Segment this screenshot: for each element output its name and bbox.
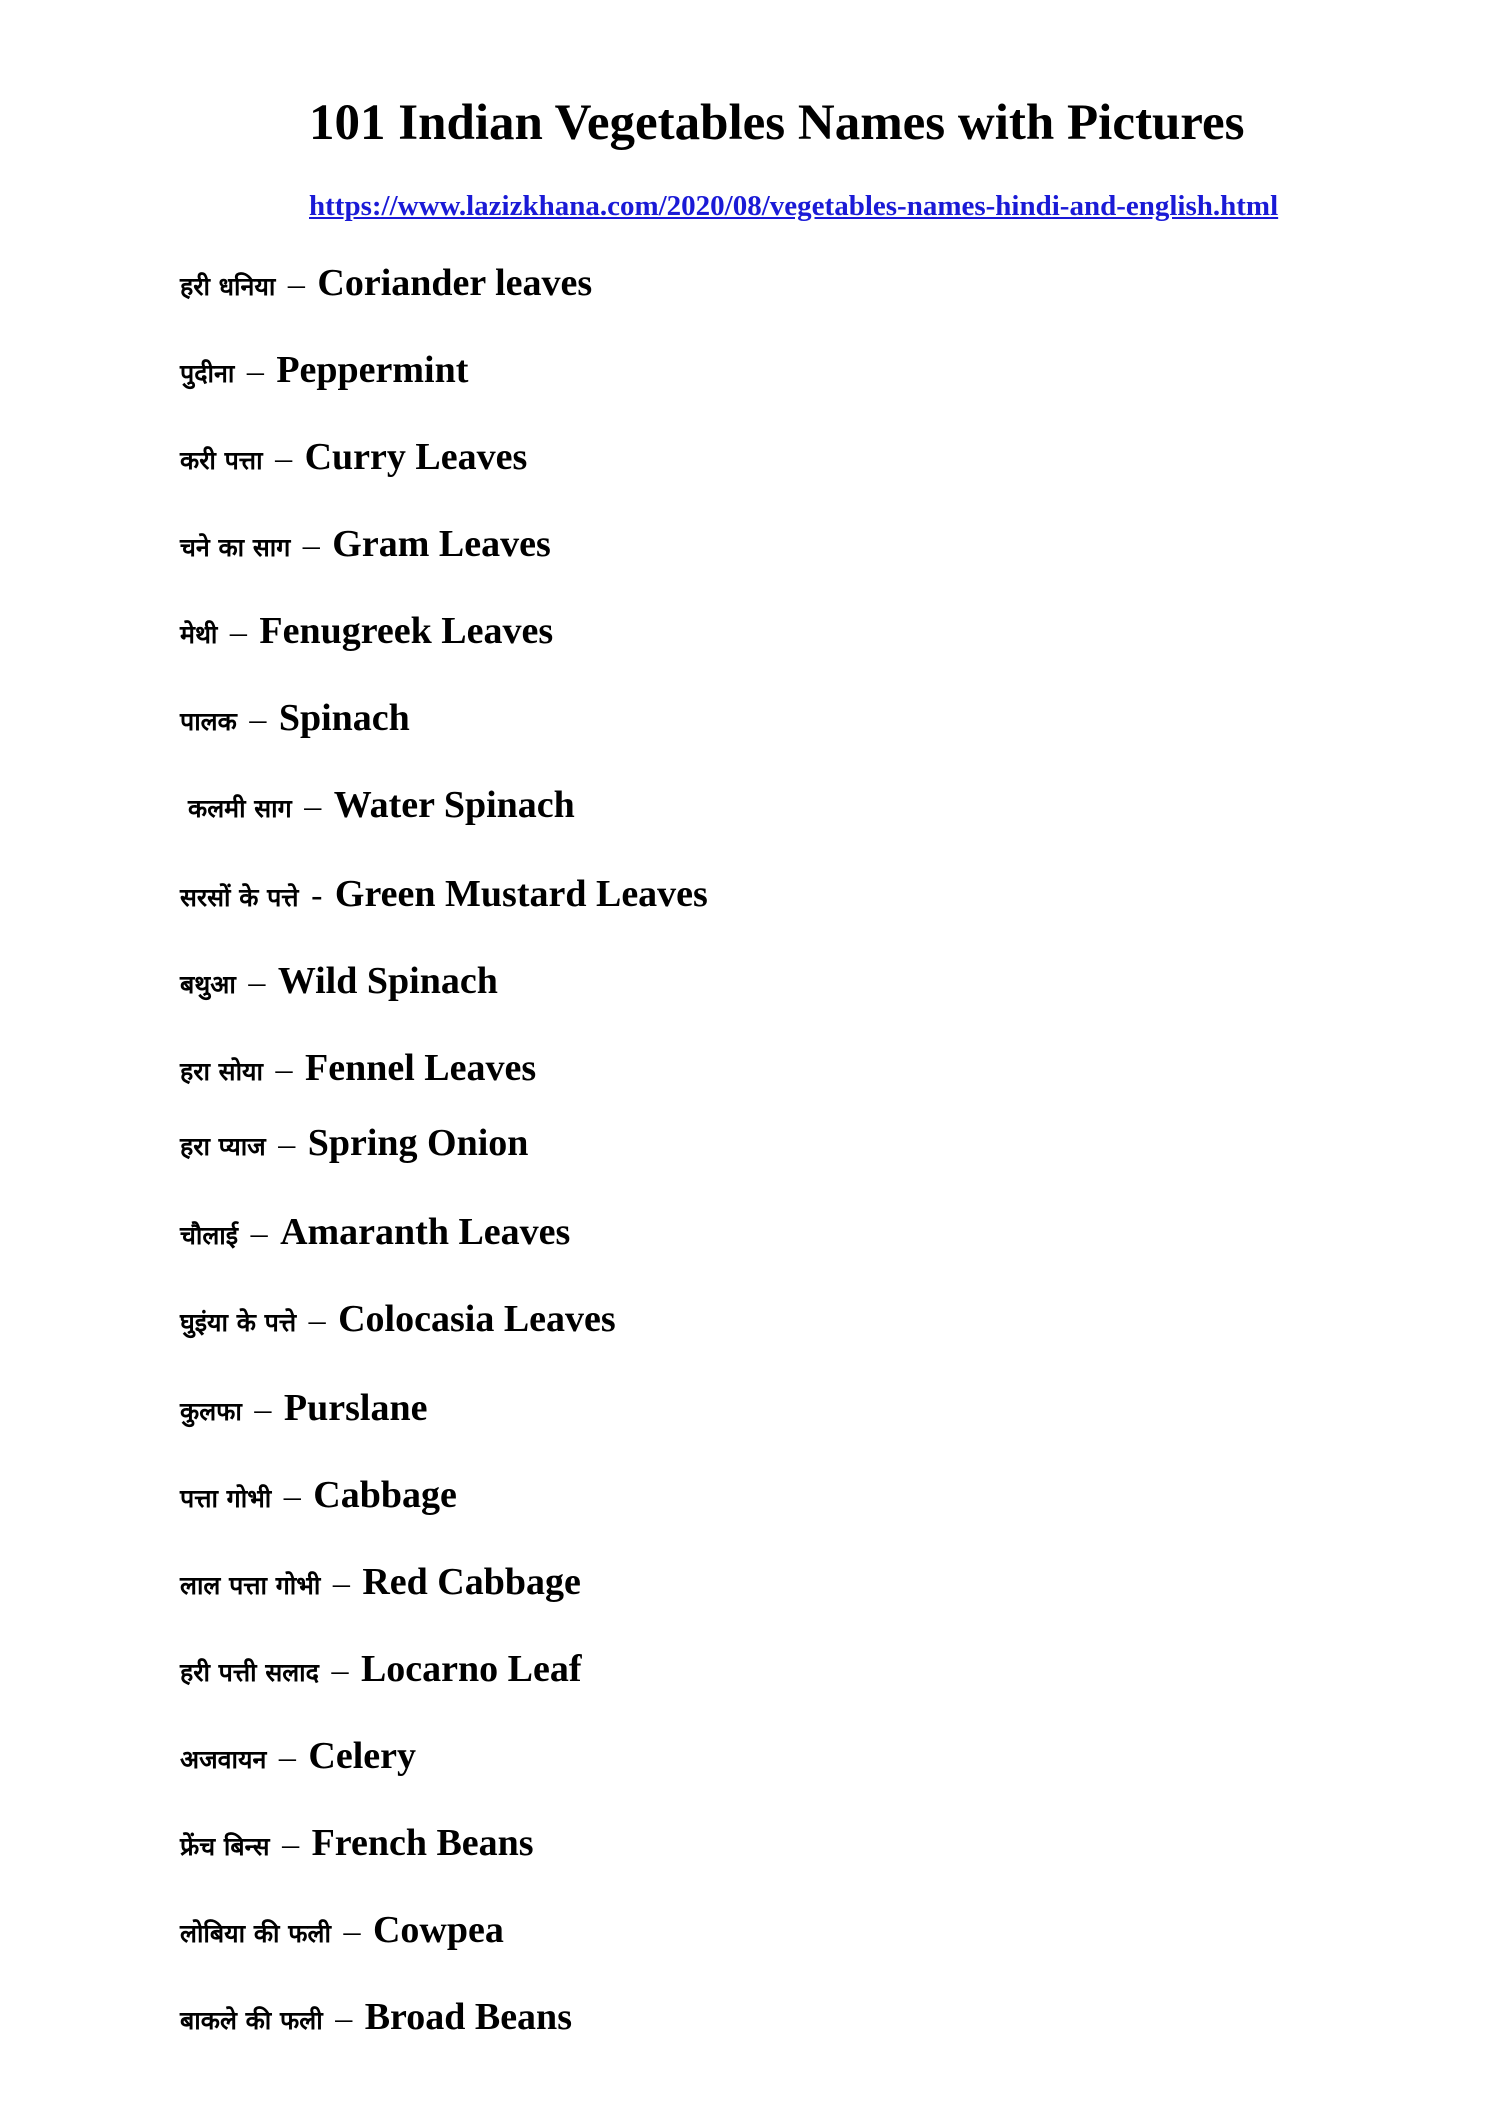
separator: –: [240, 701, 275, 738]
list-item: [180, 432, 527, 482]
list-item: [180, 1818, 534, 1868]
english-name: Spring Onion: [307, 1122, 529, 1164]
list-item: [180, 1294, 616, 1344]
separator: –: [270, 1739, 305, 1776]
hindi-name: पालक: [180, 707, 237, 736]
list-item: [180, 869, 708, 919]
list-item: [180, 1118, 528, 1168]
english-name: Water Spinach: [333, 784, 575, 826]
separator: -: [302, 877, 331, 914]
separator: –: [239, 964, 274, 1001]
hindi-name: सरसों के पत्ते: [180, 883, 299, 912]
english-name: Locarno Leaf: [360, 1648, 582, 1690]
hindi-name: हरा प्याज: [180, 1132, 266, 1161]
separator: –: [273, 1826, 308, 1863]
hindi-name: बथुआ: [180, 970, 236, 999]
english-name: Red Cabbage: [362, 1561, 581, 1603]
hindi-name: पुदीना: [180, 359, 235, 388]
english-name: Fenugreek Leaves: [259, 610, 554, 652]
separator: –: [279, 266, 314, 303]
list-item: [180, 1644, 582, 1694]
hindi-name: हरी पत्ती सलाद: [180, 1658, 319, 1687]
hindi-name: करी पत्ता: [180, 446, 263, 475]
separator: –: [245, 1391, 280, 1428]
hindi-name: बाकले की फली: [180, 2006, 323, 2035]
source-link[interactable]: https://www.lazizkhana.com/2020/08/vegetables-names-hindi-and-english.html: [309, 190, 1279, 222]
separator: –: [275, 1478, 310, 1515]
list-item: [180, 1383, 427, 1433]
separator: –: [267, 1051, 302, 1088]
list-item: [180, 1043, 536, 1093]
hindi-name: कुलफा: [180, 1397, 242, 1426]
list-item: [180, 519, 551, 569]
english-name: Coriander leaves: [317, 262, 593, 304]
separator: –: [269, 1126, 304, 1163]
english-name: Spinach: [278, 697, 410, 739]
list-item: [180, 693, 410, 743]
document-title: 101 Indian Vegetables Names with Pictures: [309, 95, 1245, 151]
hindi-name: हरी धनिया: [180, 272, 276, 301]
hindi-name: अजवायन: [180, 1745, 267, 1774]
list-item: [180, 1731, 416, 1781]
list-item: [180, 956, 498, 1006]
hindi-name: लोबिया की फली: [180, 1919, 331, 1948]
separator: –: [324, 1565, 359, 1602]
hindi-name: लाल पत्ता गोभी: [180, 1571, 321, 1600]
list-item: [180, 1992, 572, 2042]
separator: –: [295, 788, 330, 825]
english-name: Green Mustard Leaves: [334, 873, 708, 915]
hindi-name: हरा सोया: [180, 1057, 264, 1086]
separator: –: [242, 1215, 277, 1252]
list-item: [180, 1905, 504, 1955]
hindi-name: मेथी: [180, 620, 218, 649]
hindi-name: फ्रेंच बिन्स: [180, 1832, 270, 1861]
list-item: [180, 1557, 581, 1607]
english-name: Purslane: [283, 1387, 428, 1429]
english-name: Peppermint: [276, 349, 469, 391]
list-item: [180, 606, 553, 656]
separator: –: [294, 527, 329, 564]
english-name: Wild Spinach: [277, 960, 498, 1002]
list-item: [180, 1207, 570, 1257]
english-name: Cowpea: [372, 1909, 504, 1951]
english-name: Curry Leaves: [304, 436, 528, 478]
english-name: Celery: [308, 1735, 417, 1777]
list-item: [188, 780, 575, 830]
separator: –: [238, 353, 273, 390]
hindi-name: कलमी साग: [188, 794, 292, 823]
separator: –: [300, 1302, 335, 1339]
hindi-name: पत्ता गोभी: [180, 1484, 272, 1513]
list-item: [180, 1470, 457, 1520]
english-name: Fennel Leaves: [305, 1047, 537, 1089]
english-name: Colocasia Leaves: [338, 1298, 616, 1340]
hindi-name: घुइंया के पत्ते: [180, 1308, 297, 1337]
separator: –: [266, 440, 301, 477]
list-item: [180, 345, 468, 395]
hindi-name: चने का साग: [180, 533, 291, 562]
english-name: Broad Beans: [364, 1996, 572, 2038]
english-name: Cabbage: [313, 1474, 457, 1516]
english-name: Gram Leaves: [332, 523, 551, 565]
hindi-name: चौलाई: [180, 1221, 239, 1250]
separator: –: [326, 2000, 361, 2037]
separator: –: [334, 1913, 369, 1950]
english-name: Amaranth Leaves: [280, 1211, 571, 1253]
list-item: [180, 258, 592, 308]
english-name: French Beans: [311, 1822, 534, 1864]
separator: –: [322, 1652, 357, 1689]
separator: –: [221, 614, 256, 651]
